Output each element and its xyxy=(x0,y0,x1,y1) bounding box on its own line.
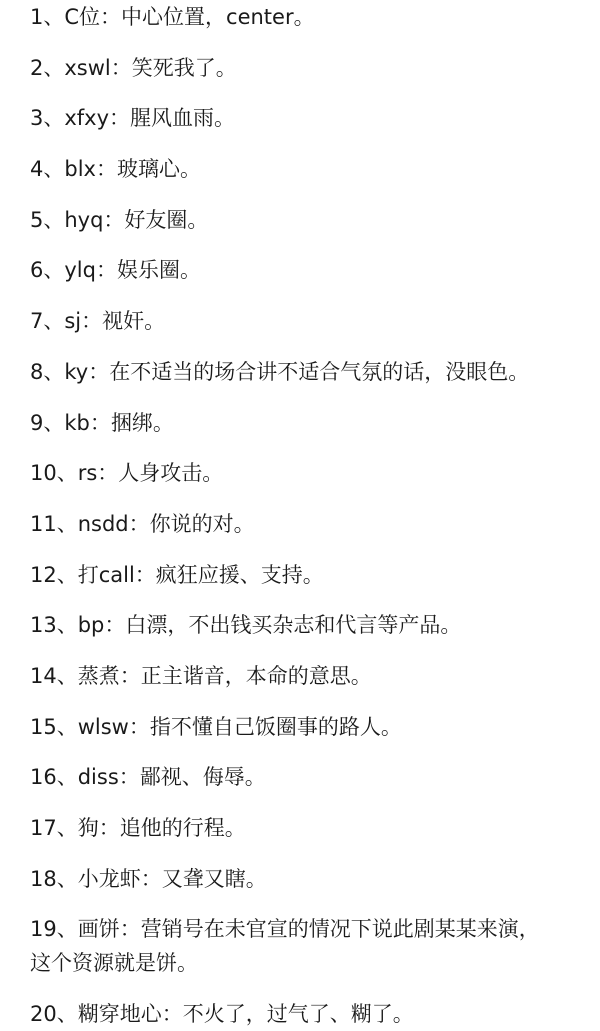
list-item: 4、blx：玻璃心。 xyxy=(30,157,201,182)
list-item: 13、bp：白漂，不出钱买杂志和代言等产品。 xyxy=(30,613,462,638)
list-item: 11、nsdd：你说的对。 xyxy=(30,511,255,536)
slang-list xyxy=(30,0,600,1031)
list-item: 16、diss：鄙视、侮辱。 xyxy=(30,765,266,790)
list-item: 5、hyq：好友圈。 xyxy=(30,207,209,232)
list-item: 15、wlsw：指不懂自己饭圈事的路人。 xyxy=(30,714,402,739)
list-item: 8、ky：在不适当的场合讲不适合气氛的话，没眼色。 xyxy=(30,359,530,384)
list-item: 19、画饼：营销号在未官宣的情况下说此剧某某来演，这个资源就是饼。 xyxy=(30,917,540,976)
list-item: 12、打call：疯狂应援、支持。 xyxy=(30,562,324,587)
list-item: 20、糊穿地心：不火了，过气了、糊了。 xyxy=(30,1002,414,1027)
list-item: 9、kb：捆绑。 xyxy=(30,410,174,435)
list-item: 14、蒸煮：正主谐音，本命的意思。 xyxy=(30,663,372,688)
list-item: 10、rs：人身攻击。 xyxy=(30,461,224,486)
list-item: 18、小龙虾：又聋又瞎。 xyxy=(30,866,267,891)
list-item: 2、xswl：笑死我了。 xyxy=(30,55,237,80)
list-item: 1、C位：中心位置，center。 xyxy=(30,5,315,29)
list-item: 17、狗：追他的行程。 xyxy=(30,816,246,840)
list-item: 3、xfxy：腥风血雨。 xyxy=(30,106,236,131)
list-item: 6、ylq：娱乐圈。 xyxy=(30,258,201,283)
list-item: 7、sj：视奸。 xyxy=(30,309,166,334)
